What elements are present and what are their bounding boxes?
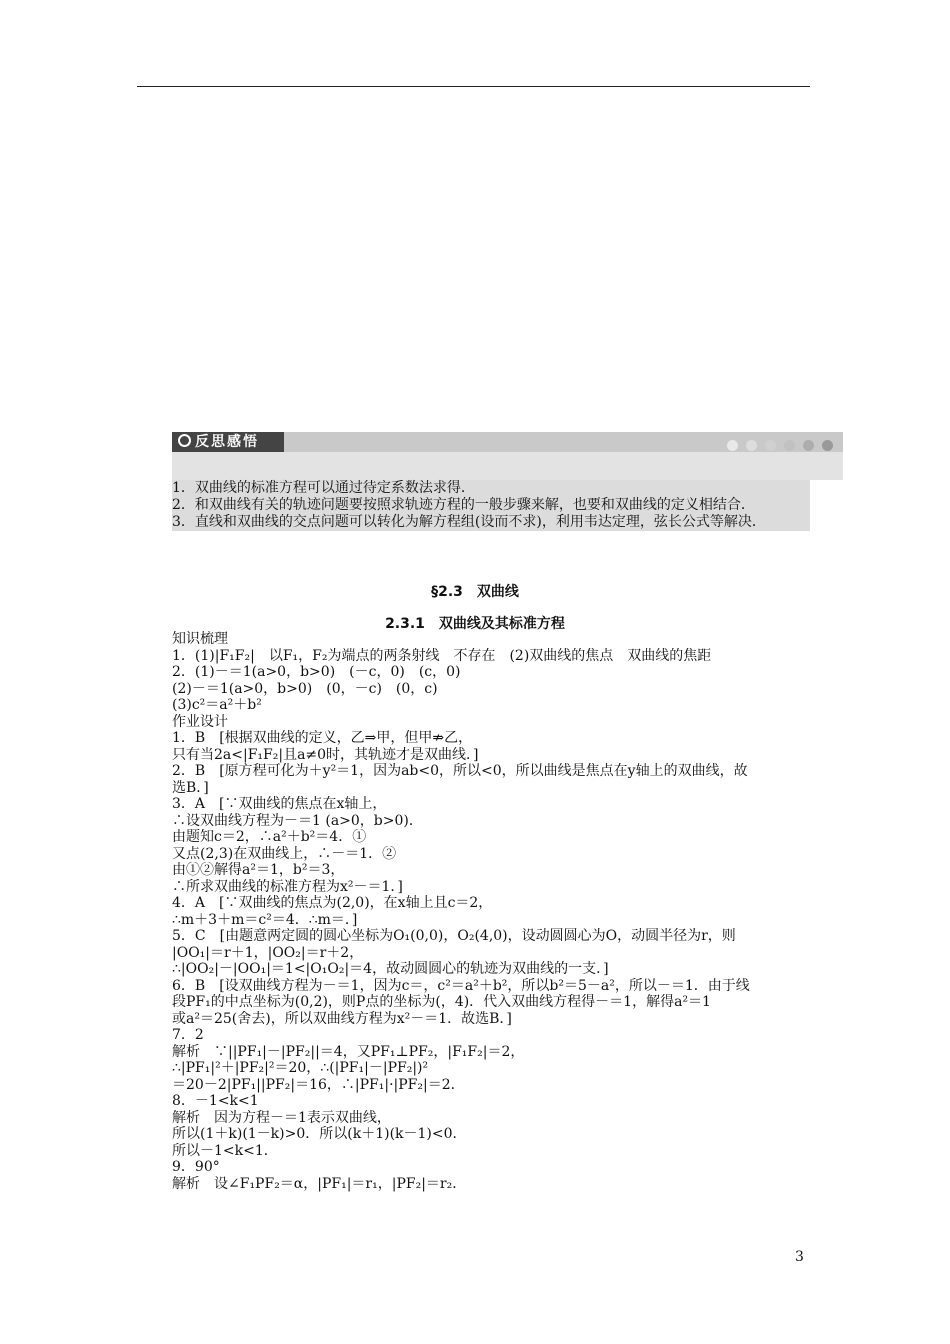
text-line: 6．B [设双曲线方程为－＝1，因为c＝，c²＝a²＋b²，所以b²＝5－a²，所以－＝1．由于线: [172, 977, 750, 994]
dot-icon: [784, 440, 795, 451]
text-line: 1．(1)|F₁F₂| 以F₁，F₂为端点的两条射线 不存在 (2)双曲线的焦点 双曲线的焦距: [172, 647, 712, 664]
text-line: 2．B [原方程可化为＋y²＝1，因为ab<0，所以<0，所以曲线是焦点在y轴上的双曲线，故: [172, 763, 748, 779]
text-line: 所以－1<k<1．: [172, 1142, 278, 1159]
text-line: 所以(1＋k)(1－k)>0．所以(k＋1)(k－1)<0．: [172, 1126, 467, 1142]
reflection-banner: [172, 432, 843, 480]
dot-icon: [765, 440, 776, 451]
text-line: 由①②解得a²＝1，b²＝3，: [172, 862, 345, 878]
dot-icon: [822, 440, 833, 451]
text-line: 作业设计: [172, 713, 228, 730]
text-line: ∴m＋3＋m＝c²＝4．∴m＝．]: [172, 911, 358, 928]
text-line: 4．A [∵双曲线的焦点为(2,0)，在x轴上且c＝2，: [172, 895, 493, 911]
text-line: 2．(1)－＝1(a>0，b>0) (－c，0) (c，0): [172, 664, 461, 680]
dot-icon: [746, 440, 757, 451]
banner-header-bar: [172, 432, 843, 452]
reflection-list: [172, 480, 810, 531]
text-line: 解析 因为方程－＝1表示双曲线，: [172, 1109, 391, 1126]
section-title: §2.3 双曲线: [431, 584, 519, 600]
text-line: |OO₁|＝r＋1，|OO₂|＝r＋2，: [172, 944, 364, 961]
text-line: 或a²＝25(舍去)，所以双曲线方程为x²－＝1．故选B．]: [172, 1010, 512, 1027]
page-number: 3: [795, 1249, 804, 1265]
text-line: 7．2: [172, 1027, 204, 1043]
text-line: 解析 ∵||PF₁|－|PF₂||＝4，又PF₁⊥PF₂，|F₁F₂|＝2，: [172, 1043, 525, 1060]
text-line: 解析 设∠F₁PF₂＝α，|PF₁|＝r₁，|PF₂|＝r₂．: [172, 1175, 467, 1192]
reflection-item: 1．双曲线的标准方程可以通过待定系数法求得．: [172, 480, 810, 497]
dot-icon: [803, 440, 814, 451]
text-line: 9．90°: [172, 1159, 220, 1175]
text-line: 只有当2a<|F₁F₂|且a≠0时，其轨迹才是双曲线．]: [172, 746, 479, 763]
text-line: ∴设双曲线方程为－＝1 (a>0，b>0)．: [172, 812, 423, 829]
banner-label: [172, 432, 284, 452]
header-rule: [137, 86, 810, 87]
answer-body: [172, 631, 812, 1192]
text-line: ＝20－2|PF₁||PF₂|＝16，∴|PF₁|·|PF₂|＝2．: [172, 1076, 465, 1093]
text-line: 知识梳理: [172, 631, 228, 647]
text-line: ∴|PF₁|²＋|PF₂|²＝20，∴(|PF₁|－|PF₂|)²: [172, 1060, 429, 1076]
text-line: 由题知c＝2，∴a²＋b²＝4．①: [172, 829, 367, 845]
text-line: (3)c²＝a²＋b²: [172, 697, 262, 713]
text-line: 又点(2,3)在双曲线上，∴－＝1．②: [172, 845, 397, 862]
text-line: 5．C [由题意两定圆的圆心坐标为O₁(0,0)，O₂(4,0)，设动圆圆心为O，动圆半径为r，则: [172, 928, 736, 944]
text-line: 3．A [∵双曲线的焦点在x轴上，: [172, 796, 387, 812]
text-line: (2)－＝1(a>0，b>0) (0，－c) (0，c): [172, 680, 438, 697]
text-line: ∴所求双曲线的标准方程为x²－＝1．]: [172, 878, 403, 895]
text-line: 8．－1<k<1: [172, 1093, 259, 1109]
banner-label-text: 反思感悟: [195, 434, 259, 450]
circle-bullet-icon: [178, 434, 191, 447]
text-line: 1．B [根据双曲线的定义，乙⇒甲，但甲⇏乙，: [172, 730, 473, 746]
banner-dots: [719, 436, 833, 448]
reflection-item: 3．直线和双曲线的交点问题可以转化为解方程组(设而不求)，利用韦达定理，弦长公式等解决．: [172, 514, 810, 531]
reflection-item: 2．和双曲线有关的轨迹问题要按照求轨迹方程的一般步骤来解，也要和双曲线的定义相结合．: [172, 497, 810, 514]
text-line: ∴|OO₂|－|OO₁|＝1<|O₁O₂|＝4，故动圆圆心的轨迹为双曲线的一支．]: [172, 961, 609, 977]
text-line: 选B．]: [172, 779, 209, 796]
dot-icon: [727, 440, 738, 451]
subsection-title: 2.3.1 双曲线及其标准方程: [385, 616, 565, 632]
text-line: 段PF₁的中点坐标为(0,2)，则P点的坐标为(，4)．代入双曲线方程得－＝1，解得a²＝1: [172, 994, 711, 1010]
